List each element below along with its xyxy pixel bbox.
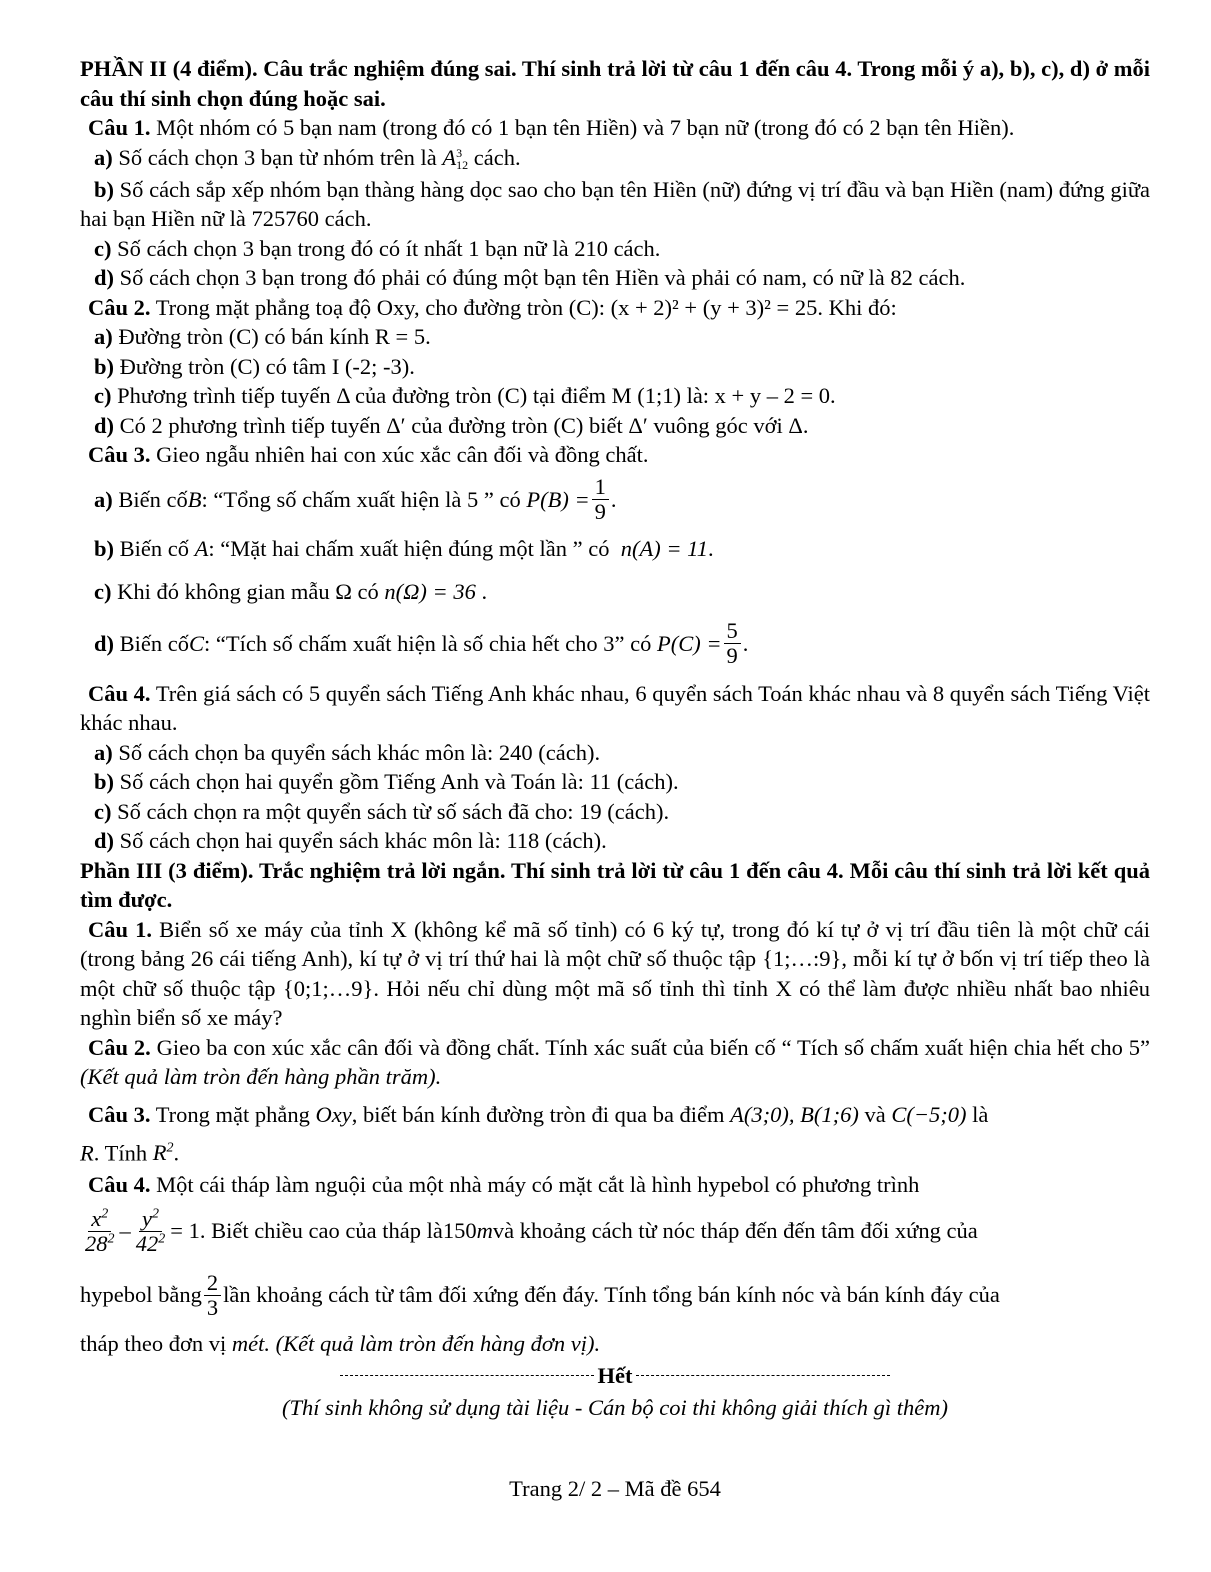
end-label: Hết [597, 1362, 633, 1388]
q3a-fraction: $\frac{1}{9}$ [592, 475, 609, 523]
q4c-text: Số cách chọn ra một quyển sách từ số sách đã cho: 19 (cách). [117, 798, 670, 824]
q4-option-a [80, 738, 1150, 768]
p3-q4-frac-ratio: $\frac{2}{3}$ [204, 1271, 221, 1319]
q1-stem [80, 113, 1150, 143]
q2-option-b [80, 352, 1150, 382]
p3-q4-frac-x: $\frac{x^2}{28^2}$ [85, 1205, 115, 1256]
option-label: d) [94, 265, 115, 290]
p3-q4-text3: và khoảng cách từ nóc tháp đến đến tâm đối xứng của [492, 1218, 978, 1243]
q2-option-a [80, 322, 1150, 352]
q3-option-c: c) Khi đó không gian mẫu Ω có n(Ω) = 36 . [94, 579, 488, 604]
footer-note-text: (Thí sinh không sử dụng tài liệu - Cán bộ coi thi không giải thích gì thêm) [282, 1394, 948, 1420]
q1b-text: Số cách sắp xếp nhóm bạn thàng hàng dọc sao cho bạn tên Hiền (nữ) đứng vị trí đầu và bạn Hiền (nam) đứng giữa hai bạn Hiền nữ là 725760 cách. [80, 176, 1151, 231]
q3d-formula: P(C) = [656, 630, 722, 656]
q2a-text: Đường tròn (C) có bán kính R = 5. [118, 324, 431, 349]
q1-option-d [80, 263, 1150, 293]
q1c-text: Số cách chọn 3 bạn trong đó có ít nhất 1 bạn nữ là 210 cách. [117, 235, 661, 261]
q3-stem [80, 440, 1150, 470]
p3-q4-text4b: lần khoảng cách từ tâm đối xứng đến đáy. Tính tổng bán kính nóc và bán kính đáy của [223, 1282, 1000, 1307]
option-label: b) [94, 535, 115, 561]
p3-q4-frac-y: $\frac{y^2}{42^2}$ [135, 1205, 166, 1256]
q2-text: Trong mặt phẳng toạ độ Oxy, cho đường tròn (C): (x + 2)² + (y + 3)² = 25. Khi đó: [155, 294, 897, 320]
q1a-text: Số cách chọn 3 bạn từ nhóm trên là [118, 144, 443, 170]
q1d-text: Số cách chọn 3 bạn trong đó phải có đúng một bạn tên Hiền và phải có nam, có nữ là 82 cách. [119, 265, 966, 290]
option-label: c) [94, 579, 112, 604]
p3-q4-text1: Một cái tháp làm nguội của một nhà máy có mặt cắt là hình hypebol có phương trình [156, 1171, 920, 1197]
q3a-text-mid: : “Tổng số chấm xuất hiện là 5 ” có [201, 486, 521, 512]
option-label: a) [94, 324, 113, 349]
p3-q4-note: . (Kết quả làm tròn đến hàng đơn vị). [264, 1331, 601, 1356]
option-label: c) [94, 383, 112, 408]
q3b-event: A [194, 535, 209, 561]
p3-q2-note: (Kết quả làm tròn đến hàng phần trăm). [80, 1064, 442, 1089]
q2-stem [80, 293, 1150, 323]
dash-line-left [340, 1375, 594, 1376]
q3-option-b: b) Biến cố A: “Mặt hai chấm xuất hiện đúng một lần ” có n(A) = 11. [94, 535, 714, 561]
p3-q4-text4a: hypebol bằng [80, 1282, 202, 1307]
p3-q2-label: Câu 2. [88, 1034, 151, 1060]
option-label: c) [94, 798, 112, 824]
q3c-formula: n(Ω) = 36 [384, 579, 476, 604]
p3-q1-text: Biển số xe máy của tỉnh X (không kể mã số tỉnh) có 6 ký tự, trong đó kí tự ở vị trí đầu tiên là một chữ cái (trong bảng 26 cái tiếng Anh), kí tự ở vị trí thứ hai là một chữ số thuộc tập {1;…:9}, mỗi kí tự ở bốn vị trí tiếp theo là một chữ số thuộc tập {0;1;…9}. Hỏi nếu chỉ dùng một mã số tỉnh thì tỉnh X có thể làm được nhiều nhất bao nhiêu nghìn biển số xe máy? [80, 916, 1151, 1030]
part3-heading-text: Phần III (3 điểm). Trắc nghiệm trả lời ngắn. Thí sinh trả lời từ câu 1 đến câu 4. Mỗi câu thí sinh trả lời kết quả tìm được. [80, 857, 1150, 912]
p3-q3-text4: là [966, 1101, 989, 1127]
p3-q2 [80, 1033, 1150, 1092]
p3-q3-r2: $R^2$ [152, 1140, 174, 1165]
p3-q3-point-a: A(3;0), B(1;6) [730, 1101, 859, 1127]
q3a-event: B [187, 486, 202, 512]
q3c-text: Khi đó không gian mẫu Ω có [117, 579, 385, 604]
part2-heading-text: PHẦN II (4 điểm). Câu trắc nghiệm đúng sai. Thí sinh trả lời từ câu 1 đến câu 4. Trong mỗi ý a), b), c), d) ở mỗi câu thí sinh chọn đúng hoặc sai. [80, 56, 1150, 111]
q2c-text: Phương trình tiếp tuyến Δ của đường tròn (C) tại điểm M (1;1) là: x + y – 2 = 0. [117, 383, 836, 408]
option-label: d) [94, 630, 115, 656]
option-label: b) [94, 176, 115, 202]
part2-heading [80, 54, 1150, 113]
q1-text: Một nhóm có 5 bạn nam (trong đó có 1 bạn tên Hiền) và 7 bạn nữ (trong đó có 2 bạn tên Hiền). [156, 115, 1015, 140]
option-label: a) [94, 144, 113, 170]
p3-q4-label: Câu 4. [88, 1171, 151, 1197]
q3-label: Câu 3. [88, 442, 151, 467]
q3b-formula: n(A) = 11 [620, 535, 709, 561]
q3-option-a: a) Biến cố B : “Tổng số chấm xuất hiện là 5 ” có P(B) = $\frac{1}{9}$ . [94, 474, 617, 524]
q4a-text: Số cách chọn ba quyển sách khác môn là: 240 (cách). [118, 739, 601, 765]
exam-page [80, 54, 1150, 1504]
q4b-text: Số cách chọn hai quyển gồm Tiếng Anh và Toán là: 11 (cách). [119, 769, 679, 794]
q3d-text: Biến cố [119, 630, 189, 656]
q3-option-d: d) Biến cố C : “Tích số chấm xuất hiện là số chia hết cho 3” có P(C) = $\frac{5}{9}$ . [94, 618, 749, 668]
q4-text: Trên giá sách có 5 quyển sách Tiếng Anh khác nhau, 6 quyển sách Toán khác nhau và 8 quyển sách Tiếng Việt khác nhau. [80, 680, 1151, 735]
q4-label: Câu 4. [88, 680, 151, 706]
q1a-text-post: cách. [468, 144, 521, 170]
q4-option-d [80, 826, 1150, 856]
q3d-event: C [189, 630, 205, 656]
p3-q4-unit: mét [231, 1331, 265, 1356]
p3-q3-line2: R. Tính $R^2$. [80, 1140, 180, 1165]
q3d-text-mid: : “Tích số chấm xuất hiện là số chia hết cho 3” có [204, 630, 652, 656]
p3-q3-point-c: C(−5;0) [891, 1101, 967, 1127]
option-label: a) [94, 486, 113, 512]
option-label: b) [94, 353, 115, 379]
q3d-fraction: $\frac{5}{9}$ [724, 619, 741, 667]
page-footer [80, 1474, 1150, 1504]
footer-note [80, 1393, 1150, 1423]
q1-option-a [80, 143, 1150, 175]
q4d-text: Số cách chọn hai quyển sách khác môn là: 118 (cách). [119, 828, 607, 853]
end-separator [80, 1363, 1150, 1389]
p3-q4-height: 150m [442, 1218, 493, 1243]
q2b-text: Đường tròn (C) có tâm I (-2; -3). [119, 353, 415, 379]
q4-stem [80, 679, 1150, 738]
p3-q1 [80, 915, 1150, 1033]
q1-label: Câu 1. [88, 115, 151, 140]
q2-label: Câu 2. [88, 294, 151, 320]
dash-line-right [636, 1375, 890, 1376]
p3-q3-line2-text: . Tính [93, 1140, 153, 1165]
p3-q4-line1 [80, 1170, 1150, 1200]
part3-heading [80, 856, 1150, 915]
p3-q3-oxy: Oxy [315, 1101, 352, 1127]
option-label: a) [94, 739, 113, 765]
q1-option-c [80, 234, 1150, 264]
q2-option-c [80, 381, 1150, 411]
q3a-formula: P(B) = [526, 486, 590, 512]
q1a-formula: A 3 12 [442, 144, 469, 173]
p3-q4-text5: tháp theo đơn vị [80, 1331, 232, 1356]
p3-q4-line3 [80, 1263, 1150, 1327]
q2d-text: Có 2 phương trình tiếp tuyến Δ′ của đường tròn (C) biết Δ′ vuông góc với Δ. [119, 412, 809, 438]
page-number: Trang 2/ 2 – Mã đề 654 [509, 1476, 721, 1501]
p3-q3-text2: , biết bán kính đường tròn đi qua ba điểm [351, 1101, 731, 1127]
q3-text: Gieo ngẫu nhiên hai con xúc xắc cân đối và đồng chất. [156, 442, 649, 467]
q3a-text: Biến cố [118, 486, 188, 512]
p3-q2-text: Gieo ba con xúc xắc cân đối và đồng chất. Tính xác suất của biến cố “ Tích số chấm xuất hiện chia hết cho 5” [156, 1034, 1151, 1060]
p3-q4-line4 [80, 1329, 1150, 1359]
p3-q4-text2: . Biết chiều cao của tháp là [199, 1218, 443, 1243]
q4-option-c [80, 797, 1150, 827]
option-label: d) [94, 412, 115, 438]
option-label: c) [94, 235, 112, 261]
option-label: b) [94, 769, 115, 794]
q4-option-b [80, 767, 1150, 797]
p3-q1-label: Câu 1. [88, 916, 153, 942]
q3b-text: Biến cố [119, 535, 195, 561]
p3-q3-line1 [80, 1100, 1150, 1134]
q1-option-b [80, 175, 1150, 234]
q2-option-d [80, 411, 1150, 441]
p3-q3-text1: Trong mặt phẳng [155, 1101, 316, 1127]
q3b-text-mid: : “Mặt hai chấm xuất hiện đúng một lần ” có [208, 535, 616, 561]
p3-q3-r: R [80, 1140, 94, 1165]
p3-q3-label: Câu 3. [88, 1101, 151, 1127]
p3-q3-text3: và [858, 1101, 892, 1127]
option-label: d) [94, 828, 115, 853]
p3-q4-line2: $\frac{x^2}{28^2}$ – $\frac{y^2}{42^2}$ = 1 . Biết chiều cao của tháp là 150m và khoảng cách từ nóc tháp đến đến tâm đối xứng của [80, 1199, 1150, 1263]
